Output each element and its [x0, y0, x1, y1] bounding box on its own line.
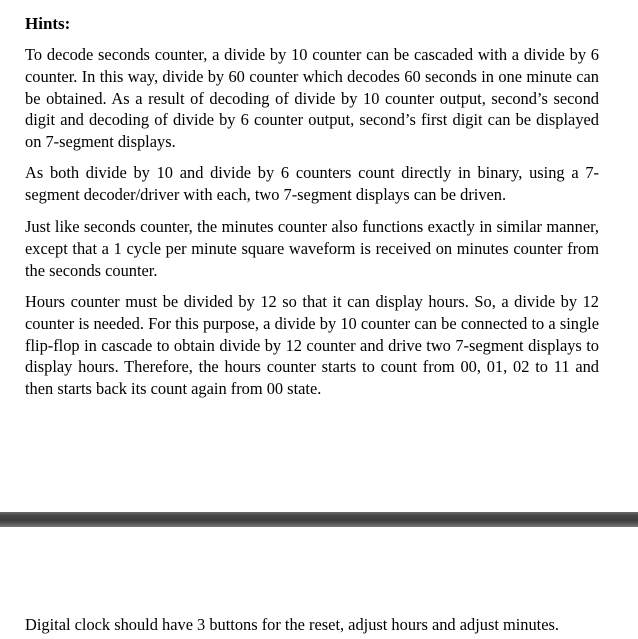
paragraph-hours-counter: Hours counter must be divided by 12 so that it can display hours. So, a divide by 12 counter is needed. For this purpose, a divide by 10 counter can be connected to a single flip-flop in cascade to obtain divide by 12 counter and drive two 7-segment displays to display hours. Therefore, the hours counter starts to count from 00, 01, 02 to 11 and then starts back its count again from 00 state. [25, 292, 599, 399]
paragraph-minutes-counter: Just like seconds counter, the minutes counter also functions exactly in similar manner, except that a 1 cycle per minute square waveform is received on minutes counter from the seconds counter. [25, 217, 599, 280]
page-separator [0, 512, 638, 527]
paragraph-binary-decoder: As both divide by 10 and divide by 6 counters count directly in binary, using a 7-segment decoder/driver with each, two 7-segment displays can be driven. [25, 163, 599, 204]
hints-heading: Hints: [25, 14, 71, 33]
paragraph-seconds-counter: To decode seconds counter, a divide by 10 counter can be cascaded with a divide by 6 counter. In this way, divide by 60 counter which decodes 60 seconds in one minute can be obtained. As a result of decoding of divide by 10 counter output, second’s second digit and decoding of divide by 6 counter output, second’s first digit can be displayed on 7-segment displays. [25, 45, 599, 152]
next-page-text: Digital clock should have 3 buttons for the reset, adjust hours and adjust minutes. [25, 615, 559, 634]
